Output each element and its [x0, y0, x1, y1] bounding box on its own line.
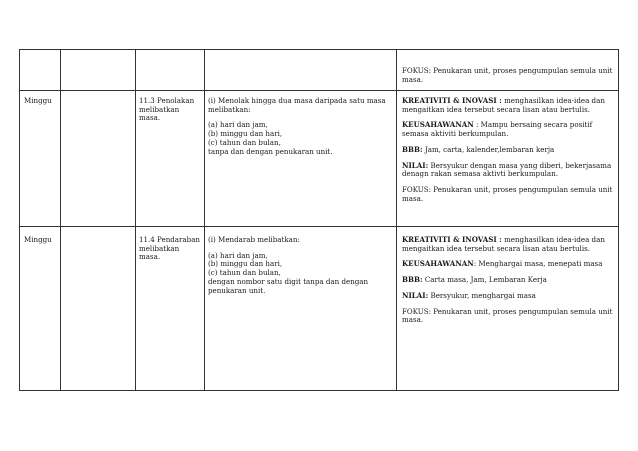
kreativiti-label: KREATIVITI & INOVASI : — [402, 96, 502, 105]
objektif-item: (b) minggu dan hari, — [208, 129, 283, 139]
nilai-text: Bersyukur, menghargai masa — [430, 290, 536, 300]
standard-text: 11.4 Pendaraban melibatkan masa. — [139, 235, 200, 262]
lesson-plan-table — [19, 49, 619, 391]
objektif-item: (a) hari dan jam, — [208, 250, 268, 260]
kreativiti-text: menghasilkan idea-idea dan mengaitkan idea tersebut secara lisan atau bertulis. — [402, 235, 605, 253]
objektif-item: tanpa dan dengan penukaran unit. — [208, 146, 333, 156]
nilai-para — [402, 162, 614, 179]
fokus-text: FOKUS: Penukaran unit, proses pengumpulan semula unit masa. — [402, 306, 613, 325]
keusahawanan-label: KEUSAHAWANAN — [402, 120, 474, 130]
row2-standard — [139, 236, 201, 262]
objektif-item: (c) tahun dan bulan, — [208, 268, 281, 278]
objektif-intro: (i) Menolak hingga dua masa daripada satu masa melibatkan: — [208, 96, 386, 114]
column-divider — [135, 50, 136, 390]
bbb-text: Carta masa, Jam, Lembaran Kerja — [424, 275, 547, 285]
row1-minggu — [24, 97, 58, 106]
row-divider — [20, 90, 618, 91]
nilai-label: NILAI: — [402, 160, 429, 170]
keusahawanan-para — [402, 121, 614, 138]
column-divider — [204, 50, 205, 390]
row1-elemen — [402, 97, 614, 203]
objektif-item: (b) minggu dan hari, — [208, 259, 283, 269]
top-row-fokus — [402, 67, 616, 84]
keusahawanan-label: KEUSAHAWANAN — [402, 259, 474, 269]
kreativiti-label: KREATIVITI & INOVASI : — [402, 235, 502, 244]
standard-text: 11.3 Penolakan melibatkan masa. — [139, 96, 195, 123]
minggu-label: Minggu — [24, 96, 52, 105]
nilai-label: NILAI: — [402, 290, 429, 300]
fokus-text: FOKUS: Penukaran unit, proses pengumpulan semula unit masa. — [402, 66, 613, 84]
kreativiti-para — [402, 236, 614, 253]
keusahawanan-text: : Menghargai masa, menepati masa — [473, 259, 603, 269]
nilai-text: Bersyukur dengan masa yang diberi, bekerjasama denagn rakan semasa aktivti berkumpulan. — [402, 160, 612, 179]
row2-elemen — [402, 236, 614, 325]
bbb-label: BBB: — [402, 275, 423, 285]
kreativiti-para — [402, 97, 614, 114]
keusahawanan-text: : Mampu bersaing secara positif semasa aktiviti berkumpulan. — [402, 120, 593, 139]
objektif-item: (a) hari dan jam, — [208, 120, 268, 130]
row2-minggu — [24, 236, 58, 245]
bbb-text: Jam, carta, kalender,lembaran kerja — [424, 144, 555, 154]
row2-objektif — [208, 236, 390, 295]
minggu-label: Minggu — [24, 235, 52, 244]
column-divider — [396, 50, 397, 390]
fokus-text: FOKUS: Penukaran unit, proses pengumpulan semula unit masa. — [402, 184, 613, 203]
objektif-intro: (i) Mendarab melibatkan: — [208, 235, 300, 244]
keusahawanan-para — [402, 260, 614, 269]
bbb-para — [402, 146, 614, 155]
objektif-item: dengan nombor satu digit tanpa dan dengan penukaran unit. — [208, 276, 369, 295]
row-divider — [20, 226, 618, 227]
column-divider — [60, 50, 61, 390]
kreativiti-text: menghasilkan idea-idea dan mengaitkan idea tersebut secara lisan atau bertulis. — [402, 96, 605, 114]
objektif-item: (c) tahun dan bulan, — [208, 137, 281, 147]
row1-standard — [139, 97, 201, 123]
bbb-label: BBB: — [402, 144, 423, 154]
bbb-para — [402, 276, 614, 285]
row1-objektif — [208, 97, 390, 156]
nilai-para — [402, 292, 614, 301]
